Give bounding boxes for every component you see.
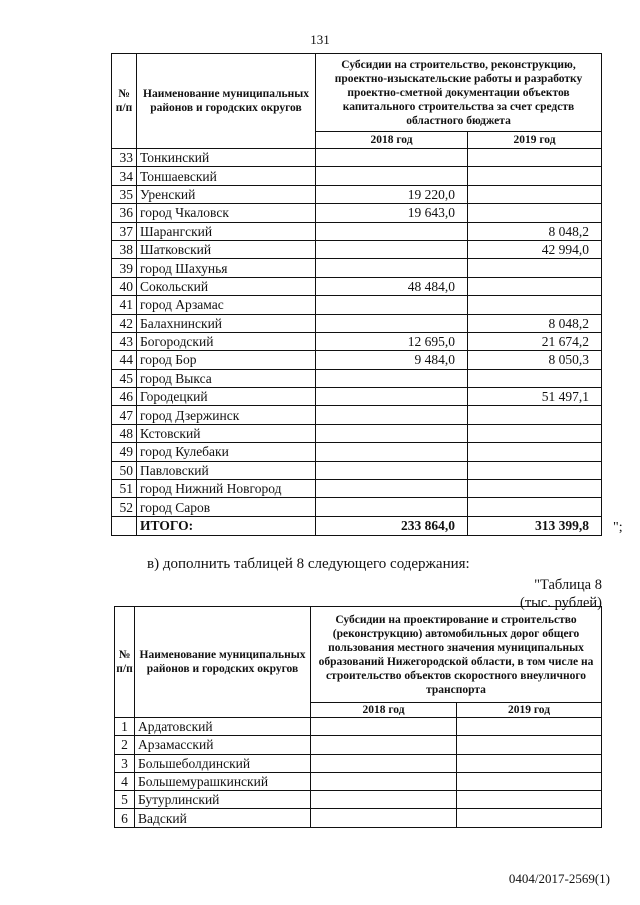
table-row <box>112 369 602 387</box>
row-value-2018 <box>316 461 468 479</box>
row-name: Балахнинский <box>137 314 316 332</box>
row-value-2019 <box>457 754 602 772</box>
row-value-2018: 19 220,0 <box>316 185 468 203</box>
table-row <box>112 277 602 295</box>
table-row <box>112 424 602 442</box>
row-name: город Чкаловск <box>137 204 316 222</box>
header-2018: 2018 год <box>316 132 468 149</box>
row-value-2018 <box>311 736 457 754</box>
row-name: Арзамасский <box>135 736 311 754</box>
row-name: Тоншаевский <box>137 167 316 185</box>
row-number: 1 <box>115 718 135 736</box>
row-value-2019 <box>468 185 602 203</box>
subsidy-table-roads <box>114 606 602 828</box>
row-number: 45 <box>112 369 137 387</box>
row-name: Богородский <box>137 332 316 350</box>
row-name: Бутурлинский <box>135 791 311 809</box>
document-code: 0404/2017-2569(1) <box>508 871 610 886</box>
row-name: Шатковский <box>137 240 316 258</box>
table-row <box>112 351 602 369</box>
row-value-2019 <box>457 772 602 790</box>
row-value-2018 <box>316 222 468 240</box>
row-name: Сокольский <box>137 277 316 295</box>
row-number: 51 <box>112 480 137 498</box>
table-row <box>115 772 602 790</box>
row-name: город Арзамас <box>137 296 316 314</box>
table-row <box>112 314 602 332</box>
row-value-2018 <box>316 369 468 387</box>
row-value-2018 <box>316 296 468 314</box>
subsidy-table-construction <box>111 53 602 536</box>
row-name: Уренский <box>137 185 316 203</box>
row-value-2018 <box>311 809 457 827</box>
header-subsidy: Субсидии на строительство, реконструкцию, проектно-изыскательские работы и разработку проектно-сметной документации объектов капитального строительства за счет средств областного бюджета <box>316 54 602 132</box>
row-value-2018 <box>316 259 468 277</box>
table-units: (тыс. рублей) <box>520 595 602 611</box>
row-value-2018 <box>311 718 457 736</box>
row-value-2019 <box>468 204 602 222</box>
row-value-2019 <box>457 791 602 809</box>
row-value-2019 <box>468 149 602 167</box>
row-number: 2 <box>115 736 135 754</box>
total-2018: 233 864,0 <box>316 516 468 535</box>
table-row <box>112 480 602 498</box>
row-value-2019 <box>468 277 602 295</box>
row-value-2018 <box>316 149 468 167</box>
header-num: № п/п <box>115 607 135 718</box>
row-value-2018 <box>316 443 468 461</box>
row-value-2019 <box>457 736 602 754</box>
table-row <box>115 754 602 772</box>
row-name: Большеболдинский <box>135 754 311 772</box>
row-number: 47 <box>112 406 137 424</box>
row-name: город Кулебаки <box>137 443 316 461</box>
row-name: Городецкий <box>137 388 316 406</box>
row-value-2018 <box>316 240 468 258</box>
table-row <box>112 498 602 516</box>
row-value-2019 <box>468 406 602 424</box>
row-value-2018 <box>311 791 457 809</box>
table-row <box>112 461 602 479</box>
table-body <box>112 149 602 517</box>
table-row <box>112 185 602 203</box>
row-value-2018 <box>316 498 468 516</box>
row-value-2019 <box>457 809 602 827</box>
row-value-2018 <box>316 167 468 185</box>
header-2019: 2019 год <box>468 132 602 149</box>
table-row <box>115 791 602 809</box>
header-subsidy: Субсидии на проектирование и строительство (реконструкцию) автомобильных дорог общего пользования местного значения муниципальных образований Нижегородской области, в том числе на строительство объектов скоростного внеуличного транспорта <box>311 607 602 703</box>
table-row <box>112 259 602 277</box>
row-number: 33 <box>112 149 137 167</box>
table-row <box>112 296 602 314</box>
row-value-2018 <box>316 480 468 498</box>
header-name: Наименование муниципальных районов и городских округов <box>135 607 311 718</box>
row-number: 37 <box>112 222 137 240</box>
table-row <box>112 332 602 350</box>
row-value-2019 <box>468 369 602 387</box>
table-row <box>112 222 602 240</box>
header-2018: 2018 год <box>311 703 457 718</box>
row-name: Тонкинский <box>137 149 316 167</box>
row-number: 36 <box>112 204 137 222</box>
total-num-cell <box>112 516 137 535</box>
row-name: Шарангский <box>137 222 316 240</box>
header-name: Наименование муниципальных районов и городских округов <box>137 54 316 149</box>
row-number: 52 <box>112 498 137 516</box>
row-number: 46 <box>112 388 137 406</box>
row-value-2018: 48 484,0 <box>316 277 468 295</box>
row-value-2018 <box>316 406 468 424</box>
row-number: 4 <box>115 772 135 790</box>
page-number: 131 <box>310 32 330 47</box>
row-name: Павловский <box>137 461 316 479</box>
row-name: Кстовский <box>137 424 316 442</box>
table-row <box>112 443 602 461</box>
row-number: 40 <box>112 277 137 295</box>
header-num: № п/п <box>112 54 137 149</box>
row-number: 38 <box>112 240 137 258</box>
row-value-2018 <box>316 314 468 332</box>
row-number: 50 <box>112 461 137 479</box>
row-number: 6 <box>115 809 135 827</box>
row-value-2019: 8 048,2 <box>468 314 602 332</box>
row-value-2018: 12 695,0 <box>316 332 468 350</box>
closing-quote: "; <box>613 520 623 535</box>
row-value-2018 <box>316 424 468 442</box>
row-name: город Дзержинск <box>137 406 316 424</box>
row-name: город Бор <box>137 351 316 369</box>
row-value-2019 <box>468 259 602 277</box>
table-row <box>112 406 602 424</box>
row-number: 41 <box>112 296 137 314</box>
row-value-2019 <box>468 461 602 479</box>
row-number: 35 <box>112 185 137 203</box>
row-value-2018 <box>311 772 457 790</box>
row-value-2019: 42 994,0 <box>468 240 602 258</box>
row-name: Большемурашкинский <box>135 772 311 790</box>
row-name: город Саров <box>137 498 316 516</box>
row-number: 3 <box>115 754 135 772</box>
row-number: 44 <box>112 351 137 369</box>
table-row <box>115 736 602 754</box>
table-row <box>112 167 602 185</box>
table-number: "Таблица 8 <box>534 577 602 593</box>
row-number: 34 <box>112 167 137 185</box>
row-value-2018: 19 643,0 <box>316 204 468 222</box>
row-number: 5 <box>115 791 135 809</box>
row-name: город Шахунья <box>137 259 316 277</box>
row-number: 39 <box>112 259 137 277</box>
row-value-2019: 8 048,2 <box>468 222 602 240</box>
row-name: Вадский <box>135 809 311 827</box>
table-row <box>112 240 602 258</box>
row-name: Ардатовский <box>135 718 311 736</box>
row-number: 48 <box>112 424 137 442</box>
row-value-2019 <box>468 443 602 461</box>
row-value-2019: 21 674,2 <box>468 332 602 350</box>
row-number: 43 <box>112 332 137 350</box>
row-number: 49 <box>112 443 137 461</box>
table-row <box>112 388 602 406</box>
row-value-2019: 8 050,3 <box>468 351 602 369</box>
row-value-2019 <box>468 480 602 498</box>
row-name: город Выкса <box>137 369 316 387</box>
row-value-2019 <box>468 424 602 442</box>
row-name: город Нижний Новгород <box>137 480 316 498</box>
row-value-2018: 9 484,0 <box>316 351 468 369</box>
total-2019: 313 399,8 <box>468 516 602 535</box>
row-value-2019: 51 497,1 <box>468 388 602 406</box>
row-value-2018 <box>316 388 468 406</box>
row-value-2018 <box>311 754 457 772</box>
row-value-2019 <box>457 718 602 736</box>
table-row <box>112 149 602 167</box>
table-body <box>115 718 602 828</box>
amendment-text: в) дополнить таблицей 8 следующего содержания: <box>147 556 470 572</box>
table-row <box>115 718 602 736</box>
total-label: ИТОГО: <box>137 516 316 535</box>
table-row <box>115 809 602 827</box>
row-value-2019 <box>468 296 602 314</box>
header-2019: 2019 год <box>457 703 602 718</box>
row-number: 42 <box>112 314 137 332</box>
row-value-2019 <box>468 167 602 185</box>
row-value-2019 <box>468 498 602 516</box>
table-row <box>112 204 602 222</box>
